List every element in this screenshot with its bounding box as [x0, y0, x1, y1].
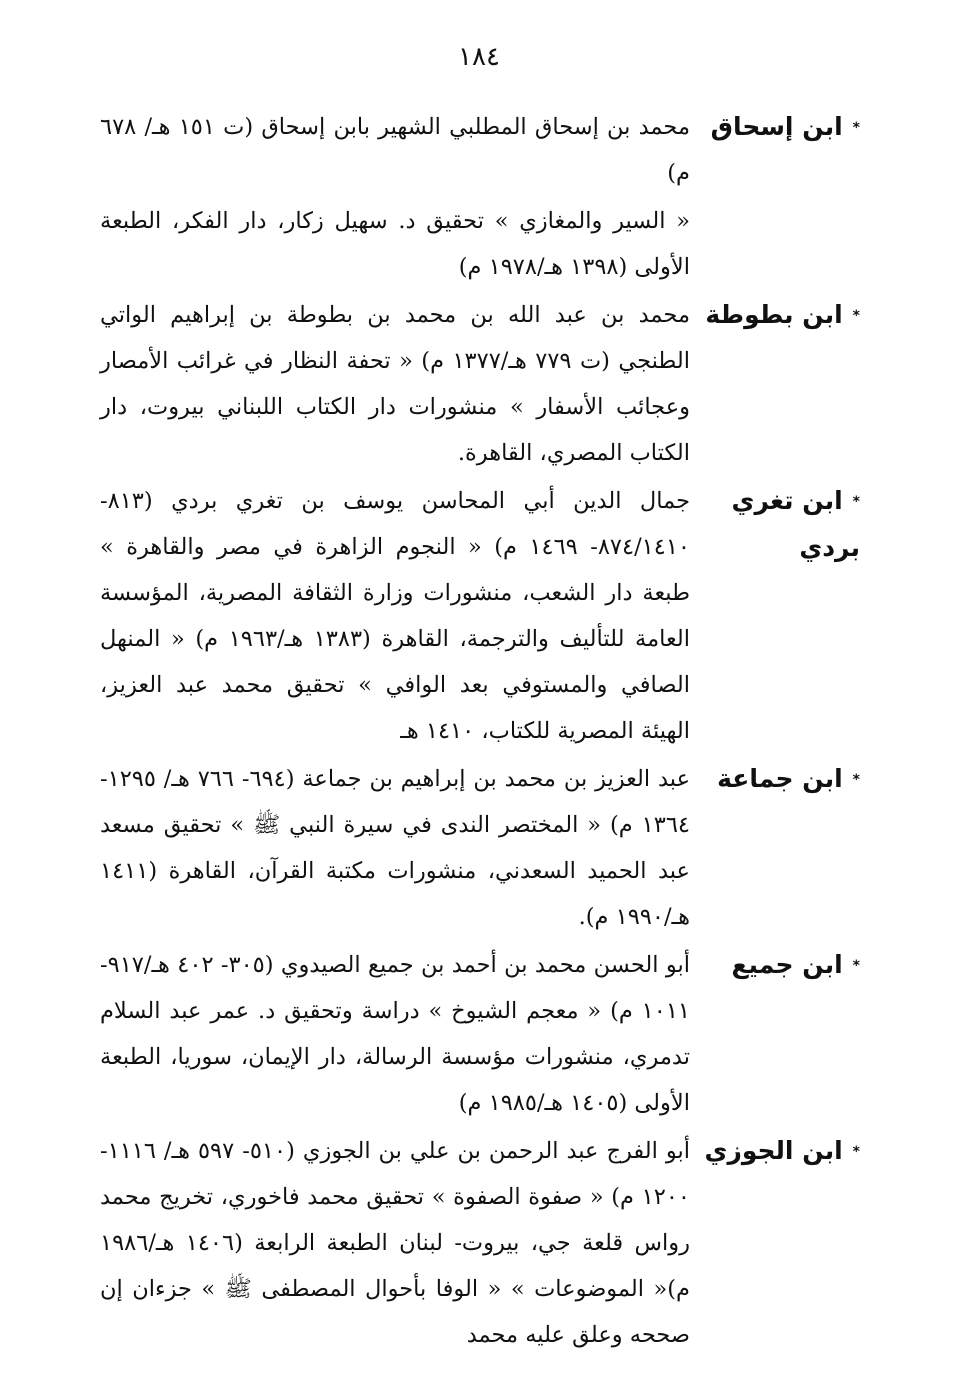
entry-heading — [690, 1128, 860, 1175]
entry-paragraph: أبو الحسن محمد بن أحمد بن جميع الصيدوي (٣٠٥- ٤٠٢ هـ/٩١٧- ١٠١١ م) « معجم الشيوخ » دراسة وتحقيق د. عمر عبد السلام تدمري، منشورات مؤسسة الرسالة، دار الإيمان، سوريا، الطبعة الأولى (١٤٠٥ هـ/١٩٨٥ م) — [100, 952, 690, 1116]
entry-ibn-battuta — [100, 292, 860, 476]
entry-paragraph: محمد بن إسحاق المطلبي الشهير بابن إسحاق (ت ١٥١ هـ/ ٦٧٨ م) — [100, 114, 690, 186]
entry-paragraph: جمال الدين أبي المحاسن يوسف بن تغري بردي (٨١٣- ٨٧٤/١٤١٠- ١٤٦٩ م) « النجوم الزاهرة في مصر والقاهرة » طبعة دار الشعب، منشورات وزارة الثقافة المصرية، المؤسسة العامة للتأليف والترجمة، القاهرة (١٣٨٣ هـ/١٩٦٣ م) « المنهل الصافي والمستوفي بعد الوافي » تحقيق محمد عبد العزيز، الهيئة المصرية للكتاب، ١٤١٠ هـ — [100, 488, 690, 744]
entry-body — [100, 104, 690, 290]
bullet-star-icon: * — [852, 120, 860, 136]
bullet-star-icon: * — [852, 958, 860, 974]
entry-heading — [690, 104, 860, 151]
entry-ibn-al-jawzi — [100, 1128, 860, 1358]
entry-name: ابن تغري بردي — [731, 486, 860, 562]
entry-name: ابن بطوطة — [705, 300, 843, 329]
entry-paragraph: أبو الفرج عبد الرحمن بن علي بن الجوزي (٥١٠- ٥٩٧ هـ/ ١١١٦- ١٢٠٠ م) « صفوة الصفوة » تحقيق محمد فاخوري، تخريج محمد رواس قلعة جي، بيروت- لبنان الطبعة الرابعة (١٤٠٦ هـ/١٩٨٦ م)« الموضوعات » « الوفا بأحوال المصطفى ﷺ » جزءان إن صححه وعلق عليه محمد — [100, 1138, 690, 1348]
entry-body — [100, 756, 690, 940]
entry-paragraph: محمد بن عبد الله بن محمد بن بطوطة بن إبراهيم الواتي الطنجي (ت ٧٧٩ هـ/١٣٧٧ م) « تحفة النظار في غرائب الأمصار وعجائب الأسفار » منشورات دار الكتاب اللبناني بيروت، دار الكتاب المصري، القاهرة. — [100, 302, 690, 466]
entry-ibn-jumay — [100, 942, 860, 1126]
page-number: ١٨٤ — [458, 42, 500, 72]
entry-heading — [690, 942, 860, 989]
bullet-star-icon: * — [852, 494, 860, 510]
entry-name: ابن جماعة — [717, 764, 843, 793]
entry-body — [100, 478, 690, 754]
entry-body — [100, 1128, 690, 1358]
entry-paragraph: « السير والمغازي » تحقيق د. سهيل زكار، دار الفكر، الطبعة الأولى (١٣٩٨ هـ/١٩٧٨ م) — [100, 208, 690, 280]
entry-name: ابن جميع — [731, 950, 843, 979]
bullet-star-icon: * — [852, 308, 860, 324]
entry-heading — [690, 756, 860, 803]
entry-heading — [690, 292, 860, 339]
entry-paragraph: عبد العزيز بن محمد بن إبراهيم بن جماعة (٦٩٤- ٧٦٦ هـ/ ١٢٩٥- ١٣٦٤ م) « المختصر الندى في سيرة النبي ﷺ » تحقيق مسعد عبد الحميد السعدني، منشورات مكتبة القرآن، القاهرة (١٤١١ هـ/١٩٩٠ م). — [100, 766, 690, 930]
entry-ibn-jamaa — [100, 756, 860, 940]
bibliography-list — [100, 104, 860, 1360]
entry-ibn-taghri-birdi — [100, 478, 860, 754]
bullet-star-icon: * — [852, 772, 860, 788]
entry-body — [100, 292, 690, 476]
entry-body — [100, 942, 690, 1126]
entry-name: ابن الجوزي — [704, 1136, 843, 1165]
entry-heading — [690, 478, 860, 571]
entry-ibn-ishaq — [100, 104, 860, 290]
bullet-star-icon: * — [852, 1144, 860, 1160]
entry-name: ابن إسحاق — [710, 112, 843, 141]
